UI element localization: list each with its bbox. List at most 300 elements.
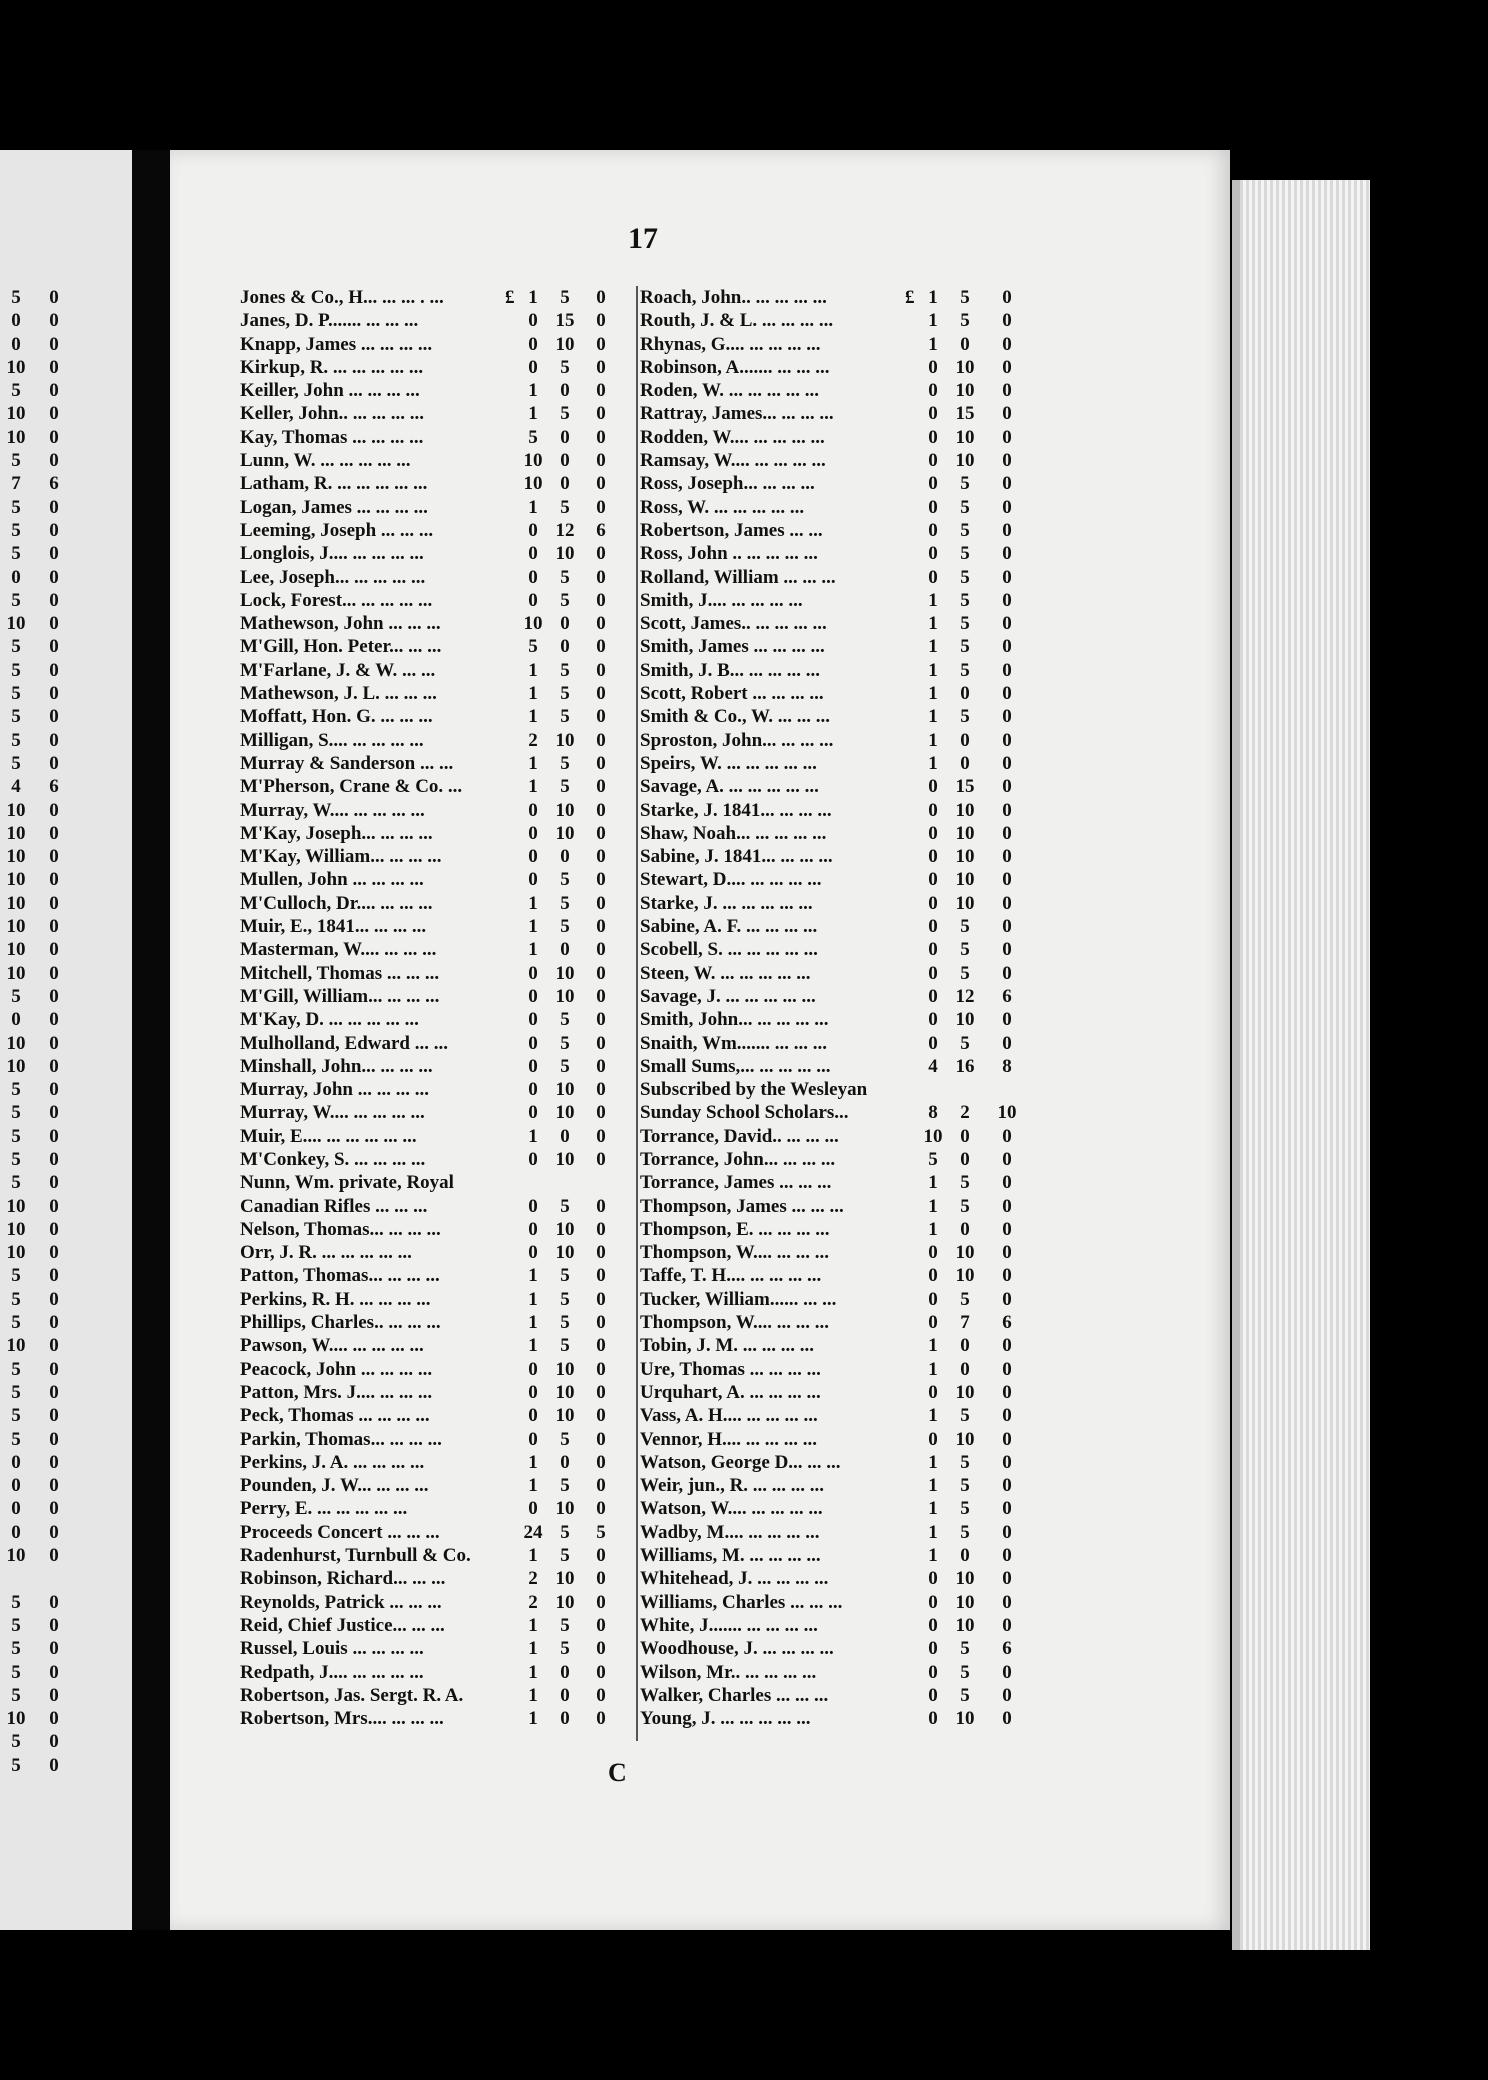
subscriber-row: [240, 1311, 630, 1334]
pounds-value: 1: [928, 1475, 938, 1497]
pounds-value: 8: [928, 1102, 938, 1124]
pence-value: 0: [49, 1754, 59, 1776]
amount-row: [4, 1614, 124, 1637]
shillings-value: 5: [11, 659, 21, 681]
pence-value: 0: [596, 1195, 606, 1217]
shillings-value: 5: [960, 916, 970, 938]
pounds-value: 0: [928, 1381, 938, 1403]
shillings-value: 10: [555, 985, 575, 1007]
subscriber-row: [240, 496, 630, 519]
pence-value: 0: [49, 1288, 59, 1310]
amount-row: [4, 496, 124, 519]
pounds-value: 0: [928, 543, 938, 565]
subscriber-row: [640, 868, 1040, 891]
pounds-value: 1: [528, 1545, 538, 1567]
subscriber-name: Roach, John.. ... ... ... ...: [640, 287, 827, 308]
pence-value: 0: [596, 892, 606, 914]
subscriber-row: [240, 449, 630, 472]
subscriber-name: Lunn, W. ... ... ... ... ...: [240, 450, 411, 472]
pence-value: 0: [596, 1288, 606, 1310]
subscriber-name: Perkins, R. H. ... ... ... ...: [240, 1288, 431, 1310]
pounds-value: 1: [928, 1335, 938, 1357]
subscriber-name: Thompson, James ... ... ...: [640, 1195, 844, 1217]
subscriber-name: Lee, Joseph... ... ... ... ...: [240, 566, 426, 588]
pence-value: 6: [1002, 985, 1012, 1007]
subscriber-row: [640, 612, 1040, 635]
shillings-value: 10: [6, 1708, 26, 1730]
subscriber-row: [640, 1544, 1040, 1567]
shillings-value: 5: [960, 613, 970, 635]
subscriber-name: Rhynas, G.... ... ... ... ...: [640, 333, 821, 355]
subscriber-name: Tobin, J. M. ... ... ... ...: [640, 1335, 815, 1357]
subscriber-row: [640, 1101, 1040, 1124]
shillings-value: 10: [6, 403, 26, 425]
subscriber-name: Smith, J. B... ... ... ... ...: [640, 659, 820, 681]
subscriber-name: Ross, Joseph... ... ... ...: [640, 473, 815, 495]
subscriber-row: [640, 822, 1040, 845]
pounds-value: 0: [928, 1265, 938, 1287]
amount-row: [4, 1754, 124, 1777]
pence-value: 0: [1002, 1172, 1012, 1194]
pence-value: 0: [49, 1498, 59, 1520]
pounds-value: 0: [928, 939, 938, 961]
pence-value: 0: [49, 1032, 59, 1054]
pounds-value: 0: [928, 1312, 938, 1334]
shillings-value: 5: [11, 1312, 21, 1334]
pence-value: 0: [596, 589, 606, 611]
pence-value: 0: [596, 962, 606, 984]
amount-row: [4, 915, 124, 938]
pounds-value: 0: [528, 869, 538, 891]
pence-value: 0: [49, 706, 59, 728]
pounds-value: 10: [523, 450, 543, 472]
subscriber-name: Wilson, Mr.. ... ... ... ...: [640, 1661, 817, 1683]
subscriber-row: [240, 542, 630, 565]
shillings-value: 5: [11, 1125, 21, 1147]
subscriber-row: [640, 309, 1040, 332]
pounds-value: 0: [528, 333, 538, 355]
subscriber-name: Mathewson, J. L. ... ... ...: [240, 683, 437, 705]
subscriber-name: Torrance, David.. ... ... ...: [640, 1125, 839, 1147]
shillings-value: 10: [555, 1358, 575, 1380]
subscriber-row: [240, 426, 630, 449]
pounds-value: 0: [928, 1428, 938, 1450]
pence-value: 0: [49, 543, 59, 565]
shillings-value: 5: [560, 706, 570, 728]
amount-row: [4, 985, 124, 1008]
shillings-value: 5: [11, 729, 21, 751]
subscriber-name: Subscribed by the Wesleyan: [640, 1079, 868, 1101]
shillings-value: 10: [955, 1614, 975, 1636]
pounds-value: 1: [928, 333, 938, 355]
pence-value: 0: [596, 869, 606, 891]
subscriber-row: [240, 1055, 630, 1078]
pence-value: 0: [49, 1451, 59, 1473]
pence-value: 0: [49, 939, 59, 961]
shillings-value: 10: [955, 892, 975, 914]
pounds-value: 1: [928, 752, 938, 774]
subscriber-name: Peacock, John ... ... ... ...: [240, 1358, 433, 1380]
shillings-value: 0: [560, 846, 570, 868]
amount-row: [4, 1101, 124, 1124]
pence-value: 0: [49, 450, 59, 472]
pence-value: 0: [596, 566, 606, 588]
subscriber-name: Logan, James ... ... ... ...: [240, 496, 428, 518]
pence-value: 0: [596, 380, 606, 402]
subscriber-name: Murray, W.... ... ... ... ...: [240, 799, 425, 821]
shillings-value: 5: [11, 1265, 21, 1287]
amount-row: [4, 589, 124, 612]
amount-row: [4, 1428, 124, 1451]
subscriber-row: [640, 356, 1040, 379]
shillings-value: 0: [960, 1358, 970, 1380]
pence-value: 0: [596, 1545, 606, 1567]
subscriber-name: Patton, Thomas... ... ... ...: [240, 1265, 440, 1287]
subscriber-row: [640, 1311, 1040, 1334]
amount-row: [4, 659, 124, 682]
pounds-value: 0: [928, 776, 938, 798]
shillings-value: 5: [560, 287, 570, 308]
pounds-value: 1: [528, 1265, 538, 1287]
subscriber-name: Thompson, W.... ... ... ...: [640, 1312, 830, 1334]
subscriber-name: Taffe, T. H.... ... ... ... ...: [640, 1265, 822, 1287]
amount-row: [4, 635, 124, 658]
shillings-value: 5: [960, 1405, 970, 1427]
subscriber-name: Rattray, James... ... ... ...: [640, 403, 834, 425]
pence-value: 0: [1002, 706, 1012, 728]
pounds-value: 1: [928, 1545, 938, 1567]
subscriber-name: Jones & Co., H... ... ... . ...: [240, 287, 444, 308]
shillings-value: 0: [560, 1661, 570, 1683]
pounds-value: 0: [528, 822, 538, 844]
pounds-value: 1: [528, 916, 538, 938]
shillings-value: 10: [555, 1498, 575, 1520]
amount-row: [4, 892, 124, 915]
subscriber-row: [240, 682, 630, 705]
subscriber-name: Pounden, J. W... ... ... ...: [240, 1475, 429, 1497]
pence-value: 0: [596, 310, 606, 332]
shillings-value: 5: [560, 776, 570, 798]
shillings-value: 10: [955, 1009, 975, 1031]
shillings-value: 5: [960, 543, 970, 565]
shillings-value: 5: [960, 519, 970, 541]
pounds-value: 1: [528, 1661, 538, 1683]
subscriber-name: Pawson, W.... ... ... ... ...: [240, 1335, 424, 1357]
subscriber-name: Scott, James.. ... ... ... ...: [640, 613, 827, 635]
pence-value: 0: [49, 1708, 59, 1730]
pence-value: 0: [49, 985, 59, 1007]
pence-value: 0: [1002, 916, 1012, 938]
amount-row: [4, 1707, 124, 1730]
pence-value: 0: [49, 1731, 59, 1753]
subscriber-name: Canadian Rifles ... ... ...: [240, 1195, 428, 1217]
shillings-value: 5: [11, 1148, 21, 1170]
shillings-value: 5: [560, 1288, 570, 1310]
pounds-value: 0: [528, 846, 538, 868]
pence-value: 0: [596, 1381, 606, 1403]
subscriber-row: [240, 1567, 630, 1590]
currency-symbol: £: [505, 287, 515, 308]
shillings-value: 5: [11, 1172, 21, 1194]
subscriber-row: [640, 1125, 1040, 1148]
pounds-value: 1: [528, 1451, 538, 1473]
subscriber-row: [640, 985, 1040, 1008]
shillings-value: 5: [960, 659, 970, 681]
pence-value: 0: [596, 985, 606, 1007]
pence-value: 0: [596, 403, 606, 425]
shillings-value: 10: [555, 729, 575, 751]
pounds-value: 1: [928, 589, 938, 611]
subscriber-name: Rodden, W.... ... ... ... ...: [640, 426, 825, 448]
pounds-value: 0: [928, 985, 938, 1007]
shillings-value: 5: [11, 1591, 21, 1613]
subscriber-name: M'Gill, William... ... ... ...: [240, 985, 440, 1007]
shillings-value: 5: [11, 589, 21, 611]
shillings-value: 10: [6, 613, 26, 635]
pence-value: 0: [1002, 1288, 1012, 1310]
amount-row: [4, 1055, 124, 1078]
shillings-value: 7: [960, 1312, 970, 1334]
shillings-value: 10: [6, 1242, 26, 1264]
pounds-value: 0: [928, 1568, 938, 1590]
shillings-value: 5: [11, 519, 21, 541]
subscriber-row: [640, 682, 1040, 705]
shillings-value: 5: [560, 1545, 570, 1567]
pence-value: 0: [49, 333, 59, 355]
shillings-value: 5: [960, 706, 970, 728]
subscriber-row: [240, 962, 630, 985]
subscriber-row: [240, 1171, 630, 1194]
subscriber-row: [240, 1125, 630, 1148]
subscriber-row: [640, 1334, 1040, 1357]
subscriber-name: Rolland, William ... ... ...: [640, 566, 836, 588]
pounds-value: 1: [528, 287, 538, 308]
pounds-value: 4: [928, 1055, 938, 1077]
subscriber-row: [240, 1334, 630, 1357]
subscriber-row: [240, 1218, 630, 1241]
pounds-value: 0: [528, 1195, 538, 1217]
pence-value: 0: [596, 1475, 606, 1497]
pence-value: 0: [596, 1661, 606, 1683]
pence-value: 0: [49, 799, 59, 821]
pounds-value: 0: [928, 1009, 938, 1031]
shillings-value: 10: [955, 799, 975, 821]
subscriber-name: Weir, jun., R. ... ... ... ...: [640, 1475, 825, 1497]
subscriber-row: [640, 449, 1040, 472]
shillings-value: 5: [11, 752, 21, 774]
pence-value: 0: [596, 1102, 606, 1124]
pence-value: 0: [1002, 450, 1012, 472]
page-block-edge: [1232, 180, 1370, 1950]
subscriber-name: Muir, E.... ... ... ... ... ...: [240, 1125, 417, 1147]
pence-value: 0: [1002, 1521, 1012, 1543]
shillings-value: 10: [555, 543, 575, 565]
shillings-value: 10: [6, 1335, 26, 1357]
pence-value: 0: [49, 1545, 59, 1567]
pence-value: 0: [1002, 1684, 1012, 1706]
shillings-value: 10: [955, 869, 975, 891]
amount-row: [4, 1358, 124, 1381]
shillings-value: 0: [11, 1498, 21, 1520]
pence-value: 0: [596, 1218, 606, 1240]
subscriber-row: [240, 752, 630, 775]
shillings-value: 0: [960, 729, 970, 751]
pounds-value: 1: [528, 1288, 538, 1310]
subscriber-row: [640, 542, 1040, 565]
amount-row: [4, 682, 124, 705]
pence-value: 0: [49, 1102, 59, 1124]
subscriber-row: [640, 519, 1040, 542]
subscriber-row: [640, 333, 1040, 356]
shillings-value: 5: [11, 1405, 21, 1427]
shillings-value: 5: [11, 1079, 21, 1101]
shillings-value: 5: [11, 683, 21, 705]
subscriber-row: [240, 985, 630, 1008]
subscriber-row: [640, 915, 1040, 938]
amount-row: [4, 938, 124, 961]
amount-row: [4, 309, 124, 332]
shillings-value: 0: [960, 1148, 970, 1170]
pence-value: 0: [49, 1218, 59, 1240]
amount-row: [4, 1451, 124, 1474]
subscriber-name: Moffatt, Hon. G. ... ... ...: [240, 706, 433, 728]
pence-value: 0: [49, 752, 59, 774]
subscriber-row: [640, 962, 1040, 985]
amount-row: [4, 1125, 124, 1148]
subscriber-name: Steen, W. ... ... ... ... ...: [640, 962, 811, 984]
subscriber-name: Williams, Charles ... ... ...: [640, 1591, 843, 1613]
shillings-value: 5: [560, 1521, 570, 1543]
shillings-value: 5: [560, 869, 570, 891]
subscriber-name: Sproston, John... ... ... ...: [640, 729, 834, 751]
subscriber-name: Starke, J. 1841... ... ... ...: [640, 799, 832, 821]
subscriber-name: Ramsay, W.... ... ... ... ...: [640, 450, 826, 472]
shillings-value: 0: [960, 1545, 970, 1567]
pounds-value: 0: [528, 310, 538, 332]
pence-value: 0: [596, 356, 606, 378]
subscriber-row: [240, 519, 630, 542]
subscriber-name: Keiller, John ... ... ... ...: [240, 380, 420, 402]
subscriber-row: [640, 1474, 1040, 1497]
pence-value: 0: [596, 1079, 606, 1101]
subscriber-row: [240, 286, 630, 309]
pence-value: 0: [1002, 752, 1012, 774]
pounds-value: 0: [528, 962, 538, 984]
pence-value: 0: [1002, 1428, 1012, 1450]
pence-value: 0: [49, 659, 59, 681]
pence-value: 0: [49, 1614, 59, 1636]
amount-row: [4, 566, 124, 589]
amount-row: [4, 705, 124, 728]
pounds-value: 1: [528, 939, 538, 961]
subscriber-row: [240, 775, 630, 798]
amount-row: [4, 1474, 124, 1497]
amount-row: [4, 1334, 124, 1357]
subscriber-name: Stewart, D.... ... ... ... ...: [640, 869, 822, 891]
subscriber-name: Smith, J.... ... ... ... ...: [640, 589, 803, 611]
pence-value: 0: [49, 729, 59, 751]
pence-value: 10: [997, 1102, 1017, 1124]
subscriber-row: [640, 426, 1040, 449]
shillings-value: 10: [955, 822, 975, 844]
shillings-value: 5: [11, 636, 21, 658]
amount-row: [4, 379, 124, 402]
subscriber-row: [240, 1637, 630, 1660]
subscriber-row: [240, 589, 630, 612]
subscriber-row: [640, 286, 1040, 309]
subscriber-row: [240, 892, 630, 915]
pence-value: 0: [1002, 380, 1012, 402]
pounds-value: 0: [928, 1288, 938, 1310]
pence-value: 0: [596, 1614, 606, 1636]
subscriber-name: Patton, Mrs. J.... ... ... ...: [240, 1381, 433, 1403]
subscriber-row: [640, 799, 1040, 822]
subscriber-row: [640, 379, 1040, 402]
pounds-value: 0: [528, 1079, 538, 1101]
pounds-value: 0: [928, 846, 938, 868]
pence-value: 0: [1002, 1614, 1012, 1636]
pounds-value: 1: [528, 403, 538, 425]
shillings-value: 10: [6, 799, 26, 821]
pounds-value: 0: [528, 1381, 538, 1403]
subscriber-name: M'Conkey, S. ... ... ... ...: [240, 1148, 426, 1170]
amount-row: [4, 845, 124, 868]
subscriber-row: [240, 1661, 630, 1684]
subscriber-name: Murray, John ... ... ... ...: [240, 1079, 429, 1101]
pence-value: 6: [1002, 1638, 1012, 1660]
pence-value: 8: [1002, 1055, 1012, 1077]
pence-value: 0: [596, 729, 606, 751]
shillings-value: 5: [11, 1661, 21, 1683]
pounds-value: 1: [528, 752, 538, 774]
amount-row: [4, 519, 124, 542]
shillings-value: 5: [560, 892, 570, 914]
pence-value: 0: [596, 1405, 606, 1427]
shillings-value: 2: [960, 1102, 970, 1124]
pence-value: 0: [1002, 310, 1012, 332]
subscriber-name: Young, J. ... ... ... ... ...: [640, 1708, 811, 1730]
pounds-value: 1: [528, 683, 538, 705]
pounds-value: 10: [923, 1125, 943, 1147]
subscriber-name: Torrance, James ... ... ...: [640, 1172, 832, 1194]
pence-value: 0: [1002, 1475, 1012, 1497]
subscriber-name: Longlois, J.... ... ... ... ...: [240, 543, 424, 565]
pounds-value: 1: [928, 613, 938, 635]
shillings-value: 10: [955, 1428, 975, 1450]
shillings-value: 10: [6, 1055, 26, 1077]
pounds-value: 10: [523, 473, 543, 495]
subscriber-name: Redpath, J.... ... ... ... ...: [240, 1661, 424, 1683]
shillings-value: 10: [955, 1381, 975, 1403]
shillings-value: 10: [555, 1102, 575, 1124]
pence-value: 0: [596, 1032, 606, 1054]
shillings-value: 0: [560, 1125, 570, 1147]
subscriber-row: [640, 1684, 1040, 1707]
subscriber-row: [240, 1288, 630, 1311]
shillings-value: 10: [555, 962, 575, 984]
pence-value: 0: [596, 1125, 606, 1147]
pounds-value: 0: [528, 589, 538, 611]
pence-value: 0: [596, 636, 606, 658]
shillings-value: 5: [11, 1381, 21, 1403]
shillings-value: 5: [560, 916, 570, 938]
pence-value: 0: [596, 450, 606, 472]
subscriber-row: [640, 1078, 1040, 1101]
pence-value: 0: [1002, 799, 1012, 821]
subscriber-row: [640, 1241, 1040, 1264]
shillings-value: 10: [6, 916, 26, 938]
shillings-value: 5: [960, 287, 970, 308]
